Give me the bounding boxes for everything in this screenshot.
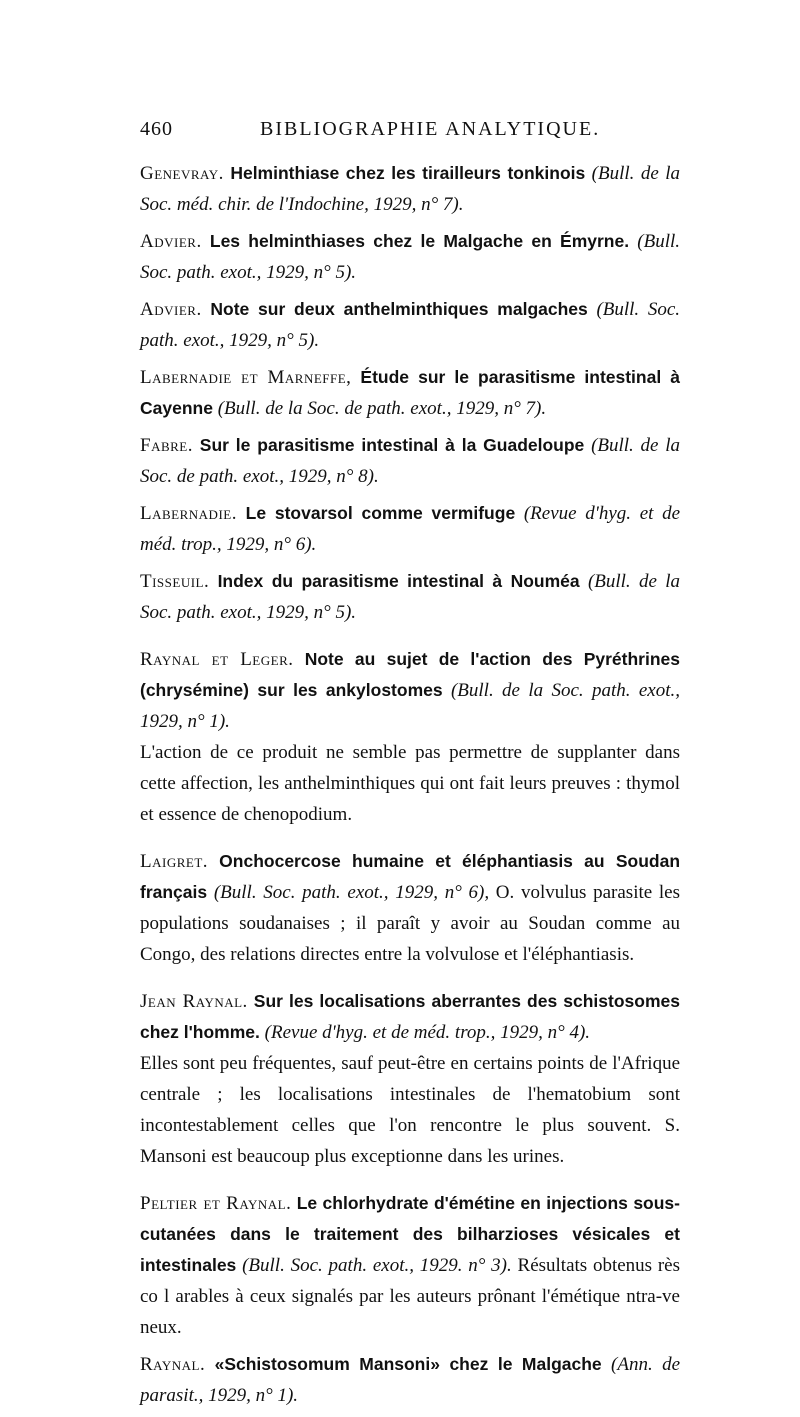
entry-author: Fabre.	[140, 435, 193, 456]
entry-title: Index du parasitisme intestinal à Nouméa	[217, 571, 580, 591]
bibliography-entry	[140, 1349, 680, 1411]
bibliography-list	[140, 158, 680, 1417]
entry-reference: (Revue d'hyg. et de méd. trop., 1929, n° 6).	[140, 503, 681, 555]
entry-author: Genevray.	[140, 163, 224, 184]
entry-author: Advier.	[140, 299, 202, 320]
entry-author: Jean Raynal.	[140, 991, 248, 1012]
entry-title: Onchocercose humaine et éléphantiasis au Soudan français	[140, 851, 681, 902]
entry-comment: Résultats obtenus rès co l arables à ceux signalés par les auteurs prônant l'émétique ntra-ve neux.	[140, 1255, 681, 1338]
entry-reference: (Bull. Soc. path. exot., 1929, n° 5).	[140, 231, 681, 283]
entry-author: Tisseuil.	[140, 571, 210, 592]
bibliography-entry	[140, 226, 680, 288]
bibliography-entry	[140, 158, 680, 220]
entry-reference: (Bull. de la Soc. path. exot., 1929, n° 1).	[140, 680, 681, 732]
bibliography-entry	[140, 644, 680, 830]
bibliography-entry	[140, 566, 680, 628]
entry-title: Sur le parasitisme intestinal à la Guadeloupe	[199, 435, 585, 455]
entry-title: Le chlorhydrate d'émétine en injections sous-cutanées dans le traitement des bilharzioses vésicales et intestinales	[140, 1193, 680, 1275]
entry-title: Les helminthiases chez le Malgache en Émyrne.	[209, 231, 630, 251]
bibliography-entry	[140, 294, 680, 356]
entry-reference: (Ann. de parasit., 1929, n° 1).	[140, 1354, 681, 1406]
entry-reference: (Revue d'hyg. et de méd. trop., 1929, n° 4).	[264, 1022, 591, 1043]
entry-title: Note au sujet de l'action des Pyréthrines (chrysémine) sur les ankylostomes	[140, 649, 681, 700]
bibliography-entry	[140, 498, 680, 560]
entry-reference: (Bull. Soc. path. exot., 1929. n° 3).	[242, 1255, 512, 1276]
entry-author: Raynal.	[140, 1354, 206, 1375]
page-header	[140, 118, 680, 148]
entry-comment: L'action de ce produit ne semble pas permettre de supplanter dans cette affection, les anthelminthiques qui ont fait leurs preuves : thymol et essence de chenopodium.	[140, 742, 680, 825]
bibliography-entry	[140, 986, 680, 1172]
entry-author: Labernadie et Marneffe,	[140, 367, 352, 388]
running-title: BIBLIOGRAPHIE ANALYTIQUE.	[260, 118, 601, 140]
entry-author: Laigret.	[140, 851, 209, 872]
entry-reference: (Bull. de la Soc. path. exot., 1929, n° 5).	[140, 571, 681, 623]
entry-comment: Elles sont peu fréquentes, sauf peut-être en certains points de l'Afrique centrale ; les localisations intestinales de l'hematobium sont incontestablement celles que l'on rencontre le plus souvent. S. Mansoni est beaucoup plus exceptionne dans les urines.	[140, 1053, 680, 1167]
entry-title: Sur les localisations aberrantes des schistosomes chez l'homme.	[140, 991, 680, 1042]
entry-reference: (Bull. de la Soc. méd. chir. de l'Indochine, 1929, n° 7).	[140, 163, 680, 215]
entry-author: Peltier et Raynal.	[140, 1193, 292, 1214]
bibliography-entry	[140, 1188, 680, 1343]
bibliography-entry	[140, 430, 680, 492]
entry-title: «Schistosomum Mansoni» chez le Malgache	[214, 1354, 602, 1374]
entry-reference: (Bull. de la Soc. de path. exot., 1929, n° 7).	[217, 398, 547, 419]
entry-title: Helminthiase chez les tirailleurs tonkinois	[230, 163, 586, 183]
entry-reference: (Bull. de la Soc. de path. exot., 1929, n° 8).	[140, 435, 681, 487]
entry-author: Labernadie.	[140, 503, 237, 524]
entry-title: Note sur deux anthelminthiques malgaches	[210, 299, 588, 319]
entry-comment: O. volvulus parasite les populations soudanaises ; il paraît y avoir au Soudan comme au Congo, des relations directes entre la volvulose et l'éléphantiasis.	[140, 882, 680, 965]
entry-author: Raynal et Leger.	[140, 649, 294, 670]
bibliography-entry	[140, 846, 680, 970]
page-number: 460	[140, 118, 173, 140]
entry-title: Étude sur le parasitisme intestinal à Cayenne	[140, 367, 681, 418]
bibliography-entry	[140, 362, 680, 424]
entry-title: Le stovarsol comme vermifuge	[245, 503, 516, 523]
entry-reference: (Bull. Soc. path. exot., 1929, n° 6),	[213, 882, 490, 903]
entry-author: Advier.	[140, 231, 202, 252]
entry-reference: (Bull. Soc. path. exot., 1929, n° 5).	[140, 299, 681, 351]
